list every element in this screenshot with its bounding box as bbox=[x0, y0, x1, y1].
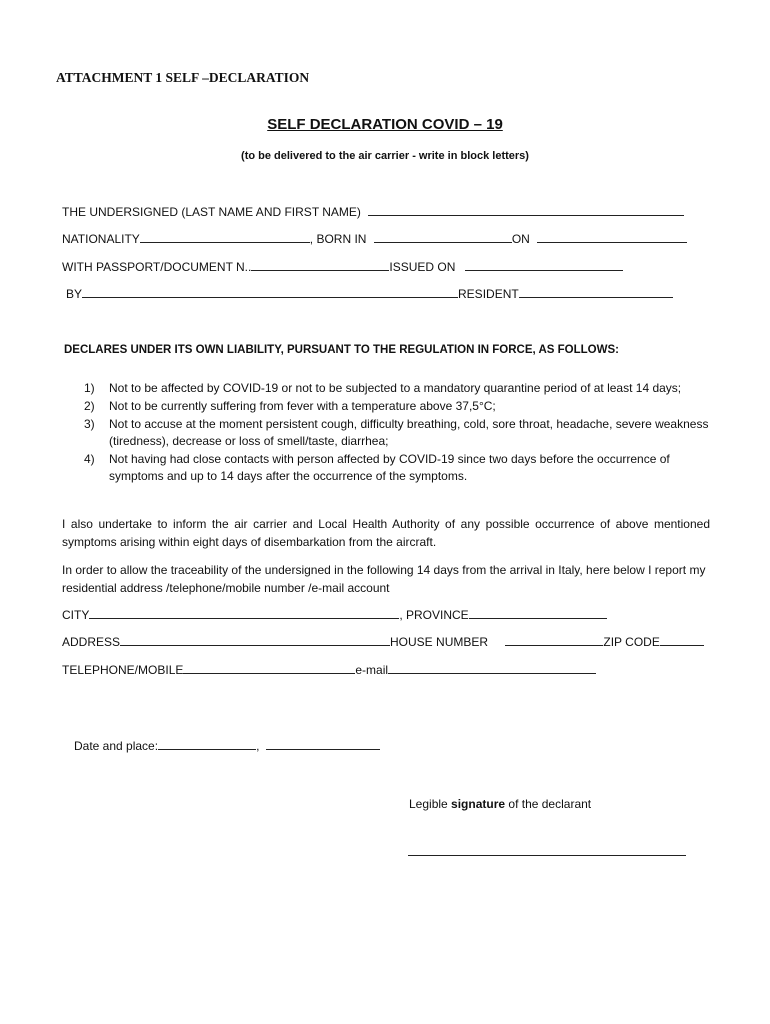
item-number: 2) bbox=[84, 399, 95, 413]
email-field[interactable] bbox=[388, 662, 596, 674]
signature-caption-pre: Legible bbox=[409, 797, 452, 811]
traceability-paragraph: In order to allow the traceability of the undersigned in the following 14 days from the arrival in Italy, here below I report my residential address /telephone/mobile number /e-mail account bbox=[62, 563, 706, 595]
item-number: 3) bbox=[84, 417, 95, 431]
birth-date-field[interactable] bbox=[537, 231, 687, 243]
passport-label: WITH PASSPORT/DOCUMENT N.. bbox=[62, 260, 252, 274]
passport-row bbox=[62, 259, 623, 274]
undersigned-row bbox=[62, 204, 684, 219]
place-field[interactable] bbox=[266, 738, 380, 750]
telephone-field[interactable] bbox=[183, 662, 355, 674]
date-place-row bbox=[74, 738, 380, 753]
telephone-row bbox=[62, 662, 596, 677]
list-item bbox=[84, 451, 714, 485]
undersigned-label: THE UNDERSIGNED (LAST NAME AND FIRST NAME) bbox=[62, 205, 361, 219]
signature-field[interactable] bbox=[408, 855, 686, 856]
item-text: Not to be affected by COVID-19 or not to be subjected to a mandatory quarantine period of at least 14 days; bbox=[109, 381, 682, 395]
date-separator: , bbox=[256, 739, 260, 753]
telephone-label: TELEPHONE/MOBILE bbox=[62, 663, 184, 677]
zip-code-field[interactable] bbox=[660, 634, 704, 646]
declares-heading: DECLARES UNDER ITS OWN LIABILITY, PURSUANT TO THE REGULATION IN FORCE, AS FOLLOWS: bbox=[64, 344, 619, 356]
attachment-heading: ATTACHMENT 1 SELF –DECLARATION bbox=[56, 70, 310, 85]
city-row bbox=[62, 607, 607, 622]
nationality-row bbox=[62, 231, 687, 246]
email-label: e-mail bbox=[355, 663, 389, 677]
born-in-label: , BORN IN bbox=[309, 232, 367, 246]
resident-field[interactable] bbox=[519, 286, 673, 298]
list-item bbox=[84, 398, 714, 415]
city-field[interactable] bbox=[89, 607, 399, 619]
item-text: Not having had close contacts with person affected by COVID-19 since two days before the occurrence of symptoms and up to 14 days after the occurrence of the symptoms. bbox=[109, 452, 670, 483]
list-item bbox=[84, 380, 714, 397]
undertake-paragraph: I also undertake to inform the air carrier and Local Health Authority of any possible occurrence of above mentioned symptoms arising within eight days of disembarkation from the aircraft. bbox=[62, 517, 710, 549]
undersigned-field[interactable] bbox=[368, 204, 684, 216]
declaration-list bbox=[84, 380, 714, 486]
item-text: Not to be currently suffering from fever with a temperature above 37,5°C; bbox=[109, 399, 496, 413]
signature-caption-bold: signature bbox=[451, 797, 506, 811]
born-in-field[interactable] bbox=[374, 231, 512, 243]
issued-on-field[interactable] bbox=[465, 259, 623, 271]
date-place-label: Date and place: bbox=[74, 739, 159, 753]
address-label: ADDRESS bbox=[62, 635, 121, 649]
address-field[interactable] bbox=[120, 634, 390, 646]
house-number-label: HOUSE NUMBER bbox=[390, 635, 489, 649]
document-subtitle: (to be delivered to the air carrier - write in block letters) bbox=[241, 150, 529, 162]
item-text: Not to accuse at the moment persistent cough, difficulty breathing, cold, sore throat, headache, severe weakness (tiredness), decrease or loss of smell/taste, diarrhea; bbox=[109, 417, 709, 448]
by-row bbox=[66, 286, 673, 301]
by-label: BY bbox=[66, 287, 83, 301]
list-item bbox=[84, 416, 714, 450]
resident-label: RESIDENT bbox=[458, 287, 519, 301]
province-field[interactable] bbox=[469, 607, 607, 619]
date-field[interactable] bbox=[158, 738, 256, 750]
signature-caption-post: of the declarant bbox=[505, 797, 592, 811]
signature-caption bbox=[409, 797, 591, 811]
issued-on-label: ISSUED ON bbox=[389, 260, 456, 274]
on-label: ON bbox=[511, 232, 530, 246]
by-field[interactable] bbox=[82, 286, 458, 298]
item-number: 1) bbox=[84, 381, 95, 395]
nationality-field[interactable] bbox=[140, 231, 310, 243]
item-number: 4) bbox=[84, 452, 95, 466]
zip-code-label: ZIP CODE bbox=[603, 635, 660, 649]
document-title: SELF DECLARATION COVID – 19 bbox=[267, 116, 503, 133]
house-number-field[interactable] bbox=[505, 634, 603, 646]
province-label: , PROVINCE bbox=[399, 608, 469, 622]
address-row bbox=[62, 634, 704, 649]
city-label: CITY bbox=[62, 608, 90, 622]
nationality-label: NATIONALITY bbox=[62, 232, 140, 246]
passport-field[interactable] bbox=[251, 259, 389, 271]
